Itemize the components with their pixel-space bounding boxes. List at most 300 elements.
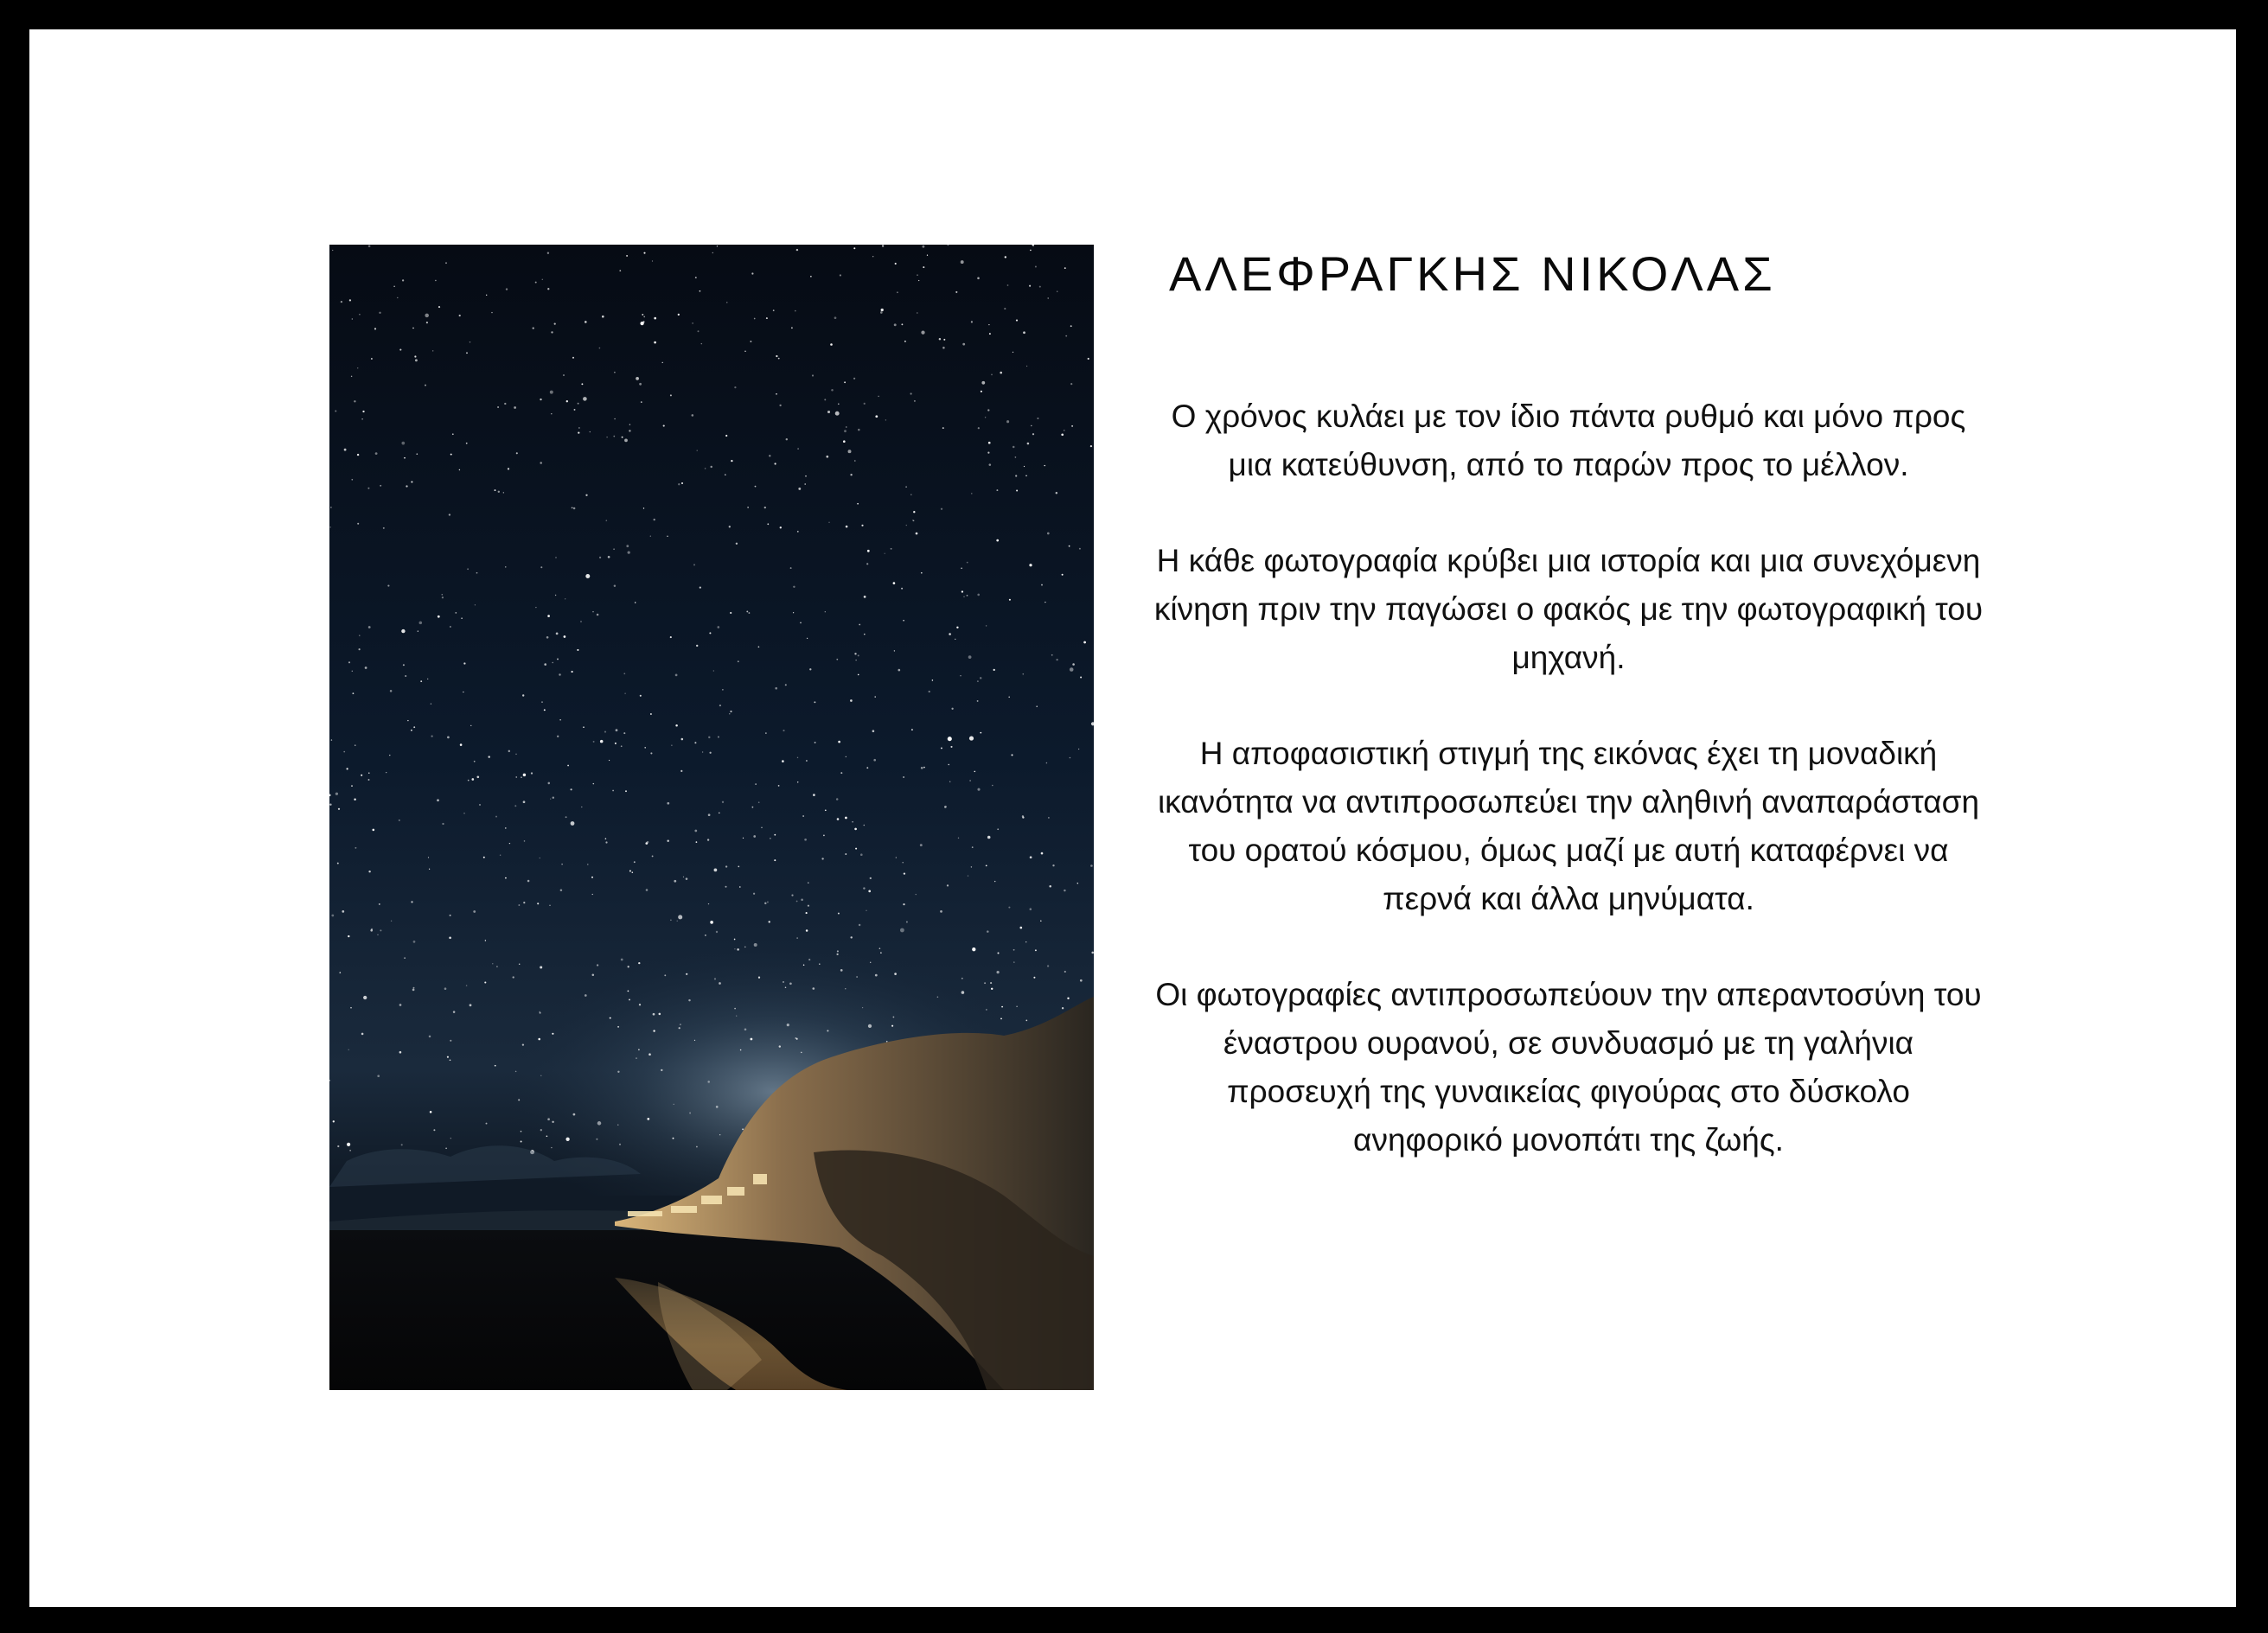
star [767, 902, 769, 903]
star [573, 507, 576, 510]
star [329, 526, 330, 527]
star [977, 594, 980, 596]
star [504, 403, 506, 405]
star [783, 730, 784, 731]
star [775, 462, 776, 464]
star [678, 314, 680, 316]
star [719, 982, 721, 985]
star [988, 324, 989, 325]
star [641, 401, 642, 403]
star [853, 247, 855, 249]
star [893, 582, 896, 584]
star [1006, 420, 1009, 423]
star [619, 1144, 621, 1145]
paragraph: Ο χρόνος κυλάει με τον ίδιο πάντα ρυθμό και μόνο προς μια κατεύθυνση, από το παρών προς το μέλλον. [1171, 399, 1966, 482]
star [401, 1144, 403, 1145]
star [736, 543, 738, 545]
star [515, 1071, 517, 1073]
star [790, 567, 792, 569]
star [804, 839, 807, 841]
star [352, 318, 353, 319]
star [1031, 425, 1032, 426]
star [901, 323, 903, 325]
star [986, 865, 987, 867]
star [473, 910, 476, 913]
star [624, 439, 628, 443]
star [523, 902, 525, 903]
star [863, 887, 865, 889]
star [435, 280, 436, 281]
star [1005, 256, 1006, 258]
star [708, 813, 711, 816]
star [361, 418, 363, 420]
star [638, 962, 640, 964]
star [450, 1138, 451, 1139]
star [1035, 266, 1037, 268]
star [729, 526, 731, 527]
star [836, 659, 838, 660]
star [662, 362, 663, 363]
star [700, 587, 701, 589]
star [593, 741, 595, 743]
star [1009, 599, 1011, 601]
star [505, 566, 506, 567]
star [867, 550, 870, 552]
star [438, 306, 440, 308]
star [985, 417, 986, 418]
star [758, 646, 760, 647]
star [838, 913, 840, 915]
star [1072, 663, 1075, 666]
star [830, 343, 833, 346]
star [977, 788, 980, 791]
star [466, 352, 468, 354]
star [652, 855, 654, 857]
star [689, 1113, 691, 1114]
star [513, 976, 514, 978]
star [1024, 466, 1025, 467]
star [980, 677, 981, 679]
star [495, 816, 497, 818]
star [725, 435, 727, 437]
star [399, 349, 401, 351]
star [429, 869, 430, 870]
star [718, 737, 719, 738]
star [343, 751, 345, 753]
star [359, 635, 360, 636]
star [523, 774, 526, 776]
star [450, 454, 452, 456]
star [1064, 890, 1065, 891]
star [854, 460, 856, 462]
star [539, 1011, 540, 1012]
star [347, 768, 348, 769]
star [793, 586, 795, 588]
star [801, 1052, 802, 1054]
star [864, 634, 866, 635]
star [910, 494, 912, 495]
star [778, 785, 780, 787]
star [922, 246, 924, 248]
star [1007, 284, 1009, 286]
star [383, 527, 385, 529]
star [780, 526, 782, 528]
star [852, 821, 853, 823]
star [719, 1134, 720, 1135]
star [342, 910, 344, 913]
star [1062, 1007, 1064, 1009]
star [648, 1053, 651, 1056]
star [391, 921, 392, 922]
star [551, 413, 552, 414]
star [505, 827, 507, 829]
star [868, 890, 871, 893]
star [848, 450, 852, 453]
star [374, 328, 376, 329]
star [548, 782, 551, 785]
star [1039, 286, 1041, 288]
star [1048, 817, 1050, 819]
star [349, 1150, 350, 1151]
star [734, 939, 736, 941]
star [734, 386, 736, 388]
star [629, 871, 631, 872]
star [813, 794, 815, 796]
star [470, 1004, 472, 1006]
star [897, 291, 898, 293]
star [793, 612, 794, 613]
star [713, 670, 714, 671]
star [380, 929, 381, 931]
star [1016, 1006, 1018, 1008]
star [583, 726, 585, 728]
star [1069, 545, 1070, 547]
star [1062, 574, 1064, 576]
star [785, 986, 787, 988]
star [486, 295, 487, 296]
star [447, 1056, 449, 1058]
star [858, 654, 859, 656]
star [961, 260, 964, 264]
star [357, 523, 359, 525]
star [902, 862, 903, 863]
star [1070, 383, 1072, 385]
star [592, 611, 594, 613]
star [825, 809, 827, 811]
body-text [1153, 392, 1984, 1164]
star [544, 709, 546, 711]
star [540, 966, 542, 968]
star [363, 996, 367, 999]
star [1030, 856, 1032, 858]
star [881, 309, 884, 311]
star [700, 290, 701, 292]
star [873, 759, 876, 762]
star [335, 793, 338, 795]
star [643, 252, 645, 254]
star [425, 385, 426, 386]
star [1029, 285, 1031, 287]
star [776, 393, 777, 395]
star [988, 442, 991, 444]
star [958, 838, 959, 839]
star [581, 383, 583, 385]
star [806, 760, 808, 762]
star [636, 1057, 637, 1059]
star [591, 877, 593, 878]
star [731, 460, 732, 462]
star [853, 378, 855, 380]
star [413, 987, 415, 989]
star [942, 427, 944, 429]
star [696, 841, 698, 843]
star [734, 1008, 736, 1010]
star [585, 494, 587, 496]
star [565, 1138, 569, 1141]
star [522, 1043, 524, 1045]
star [650, 752, 652, 754]
star [795, 310, 796, 312]
star [555, 557, 557, 558]
star [547, 615, 550, 617]
star [592, 973, 595, 976]
star [1035, 949, 1037, 951]
star [758, 801, 760, 803]
star [606, 520, 608, 521]
star [399, 1051, 402, 1054]
star [824, 399, 826, 400]
star [571, 821, 575, 826]
star [653, 1030, 655, 1031]
star [740, 1049, 742, 1051]
star [937, 997, 939, 998]
star [991, 988, 993, 990]
page-title: ΑΛΕΦΡΑΓΚΗΣ ΝΙΚΟΛΑΣ [1169, 246, 1776, 301]
star [479, 804, 480, 805]
star [751, 272, 753, 274]
star [574, 409, 576, 411]
star [556, 633, 559, 635]
star [592, 894, 593, 895]
star [602, 316, 604, 318]
star [971, 866, 972, 867]
star [701, 343, 702, 344]
star [1047, 297, 1048, 298]
star [1013, 961, 1015, 963]
star [1061, 433, 1064, 436]
star [891, 1025, 893, 1027]
star [725, 474, 726, 475]
star [365, 667, 367, 669]
star [468, 780, 470, 781]
star [352, 671, 353, 672]
star [550, 798, 551, 799]
star [903, 903, 904, 905]
star [332, 250, 333, 251]
star [769, 455, 770, 456]
paragraph: Η κάθε φωτογραφία κρύβει μια ιστορία και μια συνεχόμενη κίνηση πριν την παγώσει ο φακός με την φωτογραφική του μηχανή. [1153, 543, 1984, 675]
star [681, 738, 684, 741]
star [371, 358, 373, 360]
star [765, 732, 766, 733]
star [617, 1125, 618, 1126]
star [613, 436, 615, 437]
star [590, 431, 591, 432]
star [467, 568, 469, 570]
star [540, 1129, 542, 1131]
star [390, 690, 393, 692]
star [430, 1111, 432, 1113]
star [474, 761, 476, 762]
star [807, 638, 808, 639]
star [674, 880, 676, 883]
star [993, 669, 995, 671]
star [753, 835, 756, 838]
star [463, 813, 465, 814]
star [670, 394, 672, 396]
star [547, 1118, 550, 1120]
star [692, 322, 693, 324]
star [614, 418, 616, 420]
star [782, 760, 784, 762]
star [709, 752, 711, 754]
star [800, 622, 802, 624]
star [730, 711, 732, 712]
star [696, 1146, 698, 1148]
star [348, 935, 349, 937]
star [605, 841, 607, 843]
star [744, 1029, 747, 1031]
star [967, 595, 968, 596]
star [401, 629, 405, 633]
star [914, 400, 916, 402]
star [859, 924, 860, 926]
star [858, 429, 860, 431]
star [1030, 250, 1032, 252]
star [766, 317, 768, 319]
star [667, 536, 668, 537]
star [698, 330, 700, 332]
star [617, 1071, 619, 1073]
star [412, 989, 415, 992]
star [361, 1033, 364, 1036]
star [560, 890, 563, 892]
star [521, 776, 522, 778]
star [393, 285, 395, 287]
star [840, 969, 843, 972]
star [989, 333, 991, 335]
star [597, 614, 599, 616]
star [1070, 667, 1074, 672]
star [791, 327, 793, 329]
star [962, 991, 965, 994]
star [597, 964, 598, 966]
star [695, 277, 697, 278]
star [354, 400, 355, 402]
star [774, 859, 776, 861]
star [563, 374, 565, 376]
star [604, 731, 606, 733]
star [913, 520, 915, 522]
star [516, 452, 518, 454]
star [625, 790, 627, 792]
star [542, 279, 543, 280]
star [1008, 907, 1010, 909]
paragraph: Οι φωτογραφίες αντιπροσωπεύουν την απεραντοσύνη του έναστρου ουρανού, σε συνδυασμό με τη γαλήνια προσευχή της γυναικείας φιγούρας στο δύσκολο ανηφορικό μονοπάτι της ζωής. [1155, 977, 1982, 1158]
star [805, 475, 807, 477]
star [514, 406, 516, 409]
star [755, 783, 756, 784]
star [906, 525, 907, 526]
star [835, 411, 840, 416]
star [368, 871, 370, 872]
star [939, 338, 941, 340]
star [523, 801, 526, 803]
star [960, 675, 961, 676]
star [537, 903, 539, 904]
star [447, 737, 450, 739]
star [1049, 885, 1051, 888]
star [635, 602, 636, 603]
star [411, 481, 412, 482]
star [854, 828, 857, 831]
star [533, 327, 534, 329]
star [977, 700, 979, 702]
star [377, 1075, 380, 1077]
star [1041, 584, 1043, 586]
star [803, 965, 805, 966]
star [875, 415, 878, 418]
star [734, 948, 735, 949]
star [675, 674, 678, 677]
star [895, 263, 897, 265]
star [748, 612, 750, 614]
star [333, 1120, 335, 1122]
star [712, 252, 713, 253]
star [498, 491, 500, 493]
star [341, 301, 342, 303]
star [444, 987, 447, 990]
star [645, 842, 648, 845]
star [508, 468, 509, 469]
star [652, 260, 653, 261]
star [968, 655, 972, 659]
star [578, 431, 579, 433]
star [916, 533, 918, 535]
star [769, 921, 770, 922]
star [572, 507, 573, 509]
star [449, 514, 450, 515]
star [796, 937, 797, 938]
star [1015, 475, 1017, 476]
star [495, 1065, 496, 1067]
star [527, 880, 530, 883]
star [967, 562, 968, 564]
star [572, 357, 574, 359]
star [846, 526, 848, 528]
star [886, 1041, 888, 1043]
star [850, 699, 853, 702]
star [1070, 325, 1072, 327]
star [984, 982, 986, 984]
star [858, 674, 859, 676]
star [337, 863, 339, 864]
star [403, 664, 405, 666]
star [621, 959, 623, 961]
star [546, 636, 549, 639]
star [629, 430, 630, 431]
star [508, 750, 510, 752]
